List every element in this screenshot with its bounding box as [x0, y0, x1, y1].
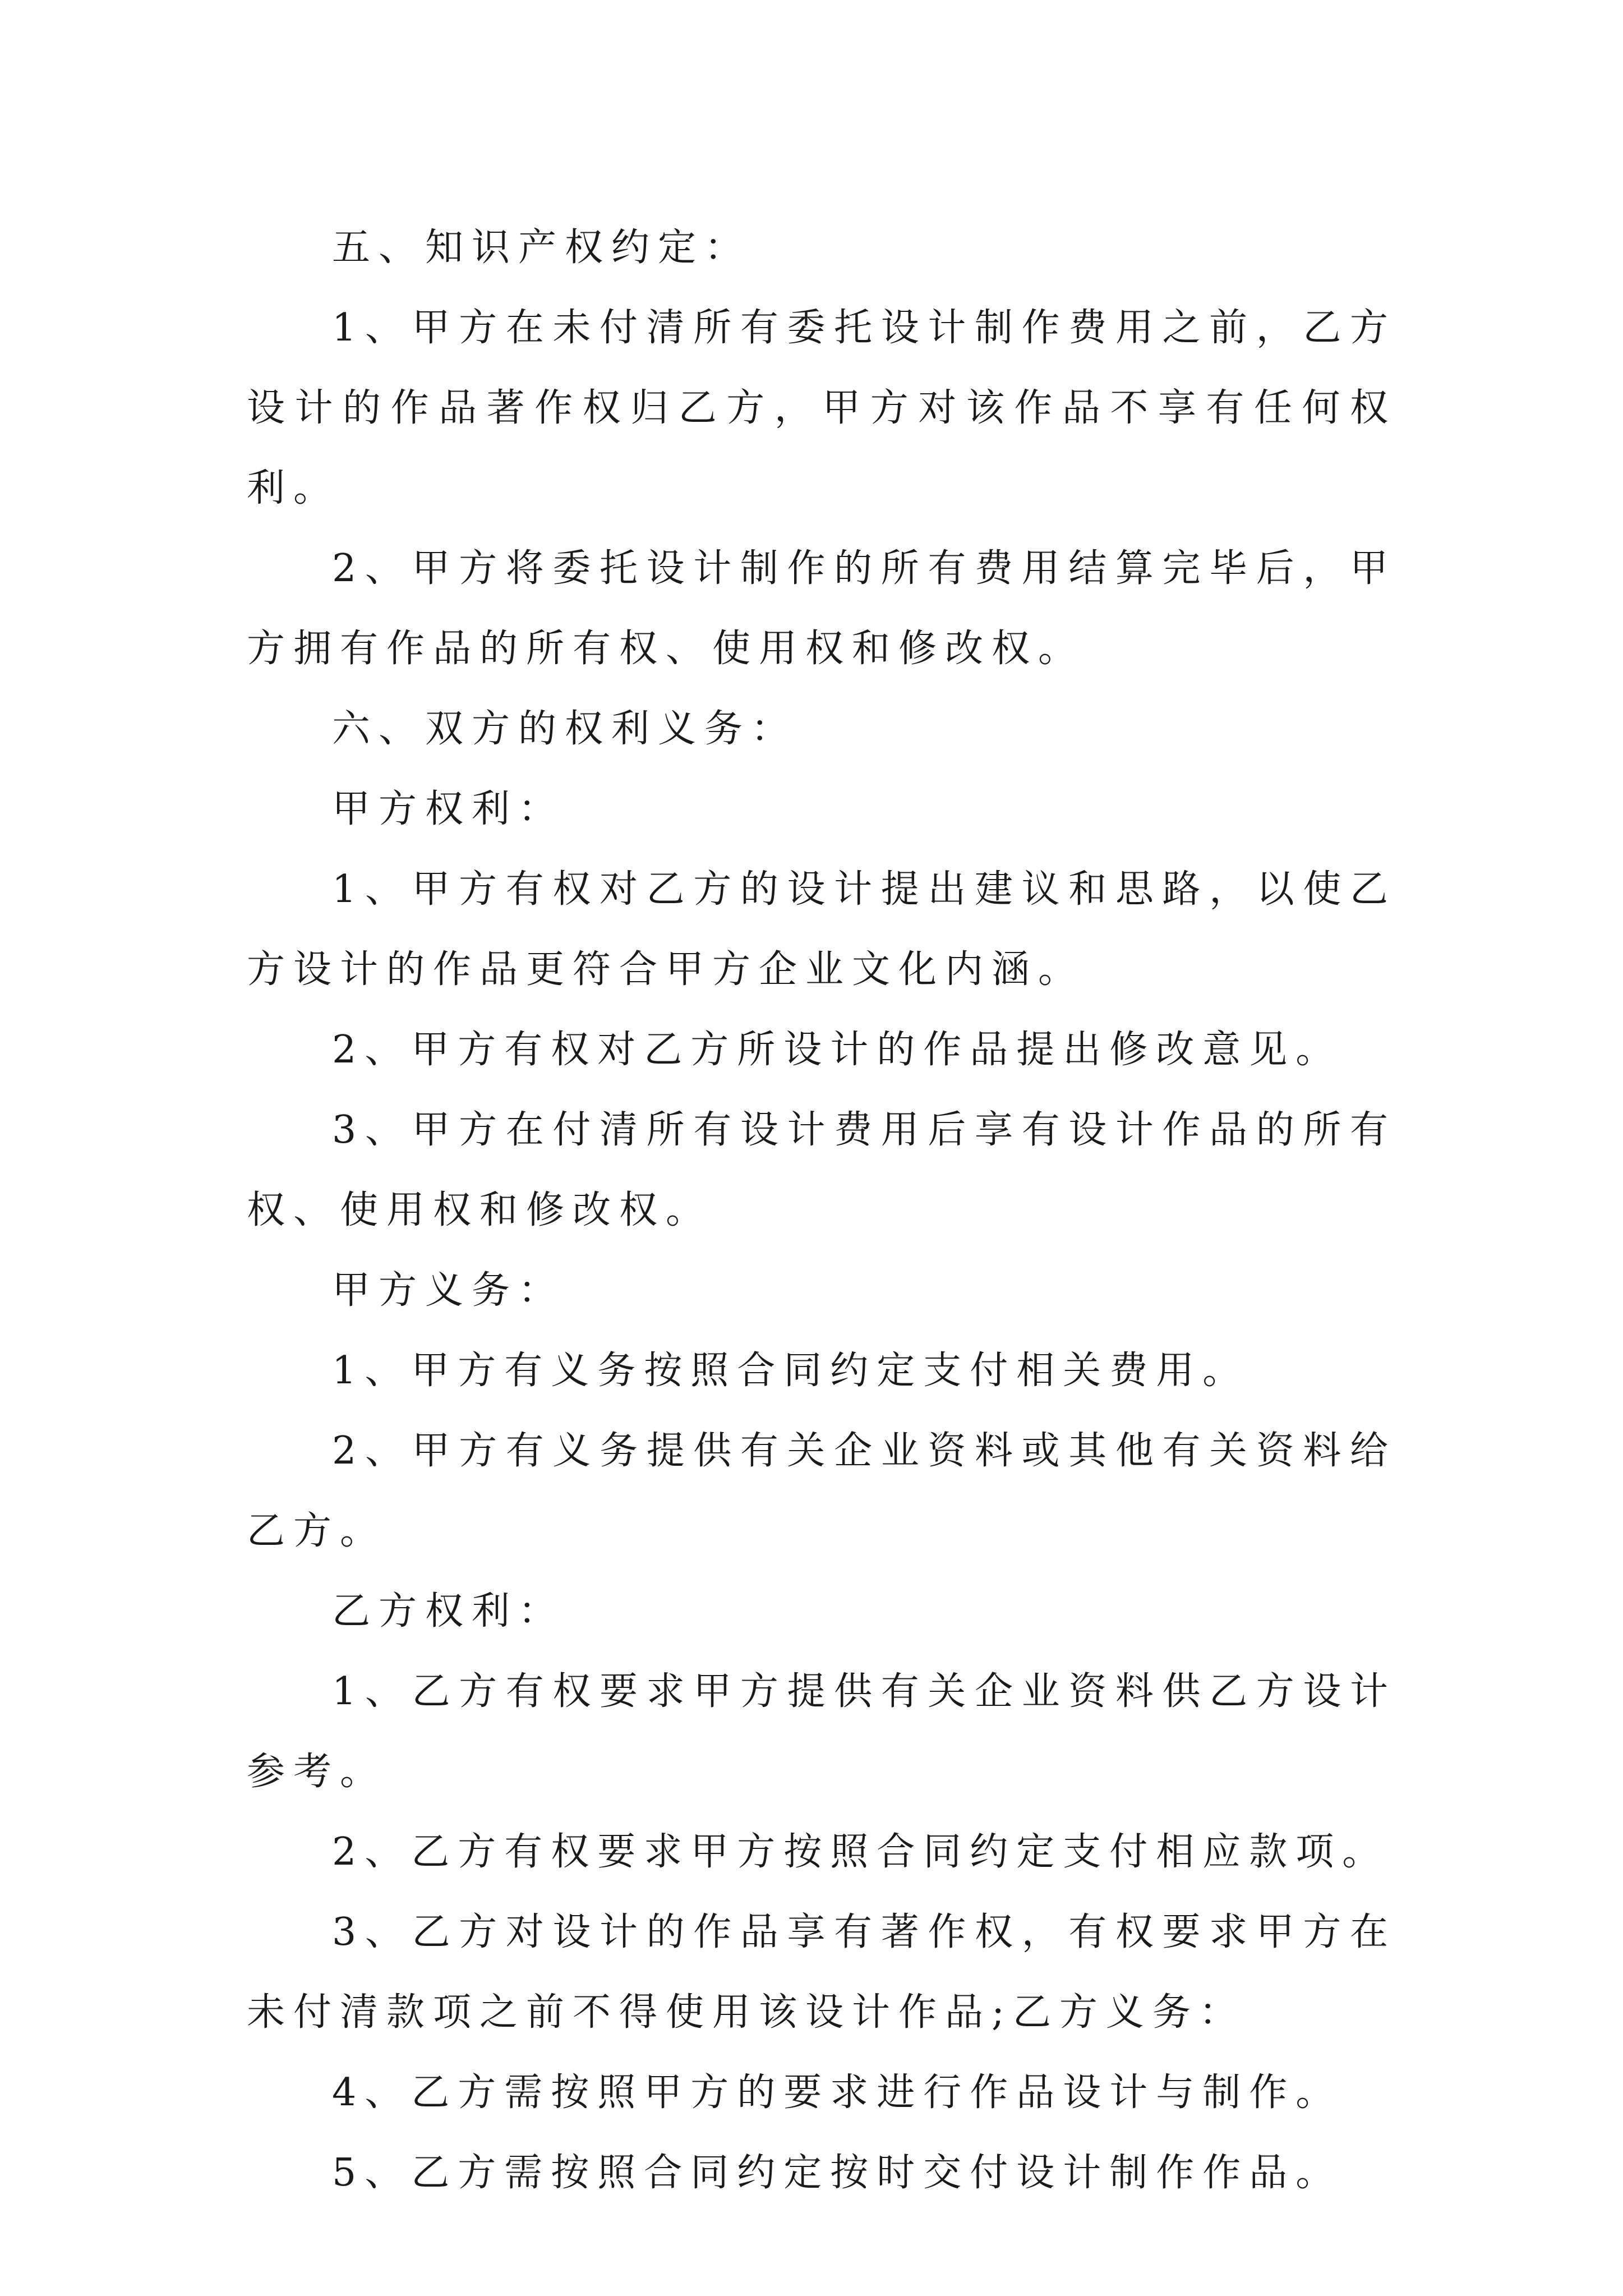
party-a-obligation-2: 2、甲方有义务提供有关企业资料或其他有关资料给乙方。 [247, 1429, 1396, 1553]
party-b-obligation-5: 5、乙方需按照合同约定按时交付设计制作作品。 [332, 2151, 1343, 2195]
ip-clause-1: 1、甲方在未付清所有委托设计制作费用之前，乙方设计的作品著作权归乙方，甲方对该作品不享有任何权利。 [247, 306, 1396, 510]
section-heading-rights: 六、双方的权利义务： [332, 707, 798, 751]
party-b-obligation-4: 4、乙方需按照甲方的要求进行作品设计与制作。 [332, 2070, 1343, 2115]
party-a-obligation-1: 1、甲方有义务按照合同约定支付相关费用。 [332, 1349, 1249, 1393]
party-b-right-2: 2、乙方有权要求甲方按照合同约定支付相应款项。 [332, 1830, 1389, 1874]
party-b-right-3: 3、乙方对设计的作品享有著作权，有权要求甲方在未付清款项之前不得使用该设计作品;乙方义务： [247, 1910, 1396, 2035]
subheading-party-b-rights: 乙方权利： [332, 1589, 565, 1634]
section-heading-ip: 五、知识产权约定： [332, 226, 751, 270]
subheading-party-a-rights: 甲方权利： [332, 787, 565, 831]
party-a-right-3: 3、甲方在付清所有设计费用后享有设计作品的所有权、使用权和修改权。 [247, 1108, 1396, 1232]
subheading-party-a-obligations: 甲方义务： [332, 1268, 565, 1313]
party-a-right-1: 1、甲方有权对乙方的设计提出建议和思路，以使乙方设计的作品更符合甲方企业文化内涵。 [247, 867, 1396, 992]
party-a-right-2: 2、甲方有权对乙方所设计的作品提出修改意见。 [332, 1028, 1343, 1072]
party-b-right-1: 1、乙方有权要求甲方提供有关企业资料供乙方设计参考。 [247, 1669, 1396, 1794]
ip-clause-2: 2、甲方将委托设计制作的所有费用结算完毕后，甲方拥有作品的所有权、使用权和修改权。 [247, 546, 1396, 671]
document-body [247, 208, 1396, 2213]
